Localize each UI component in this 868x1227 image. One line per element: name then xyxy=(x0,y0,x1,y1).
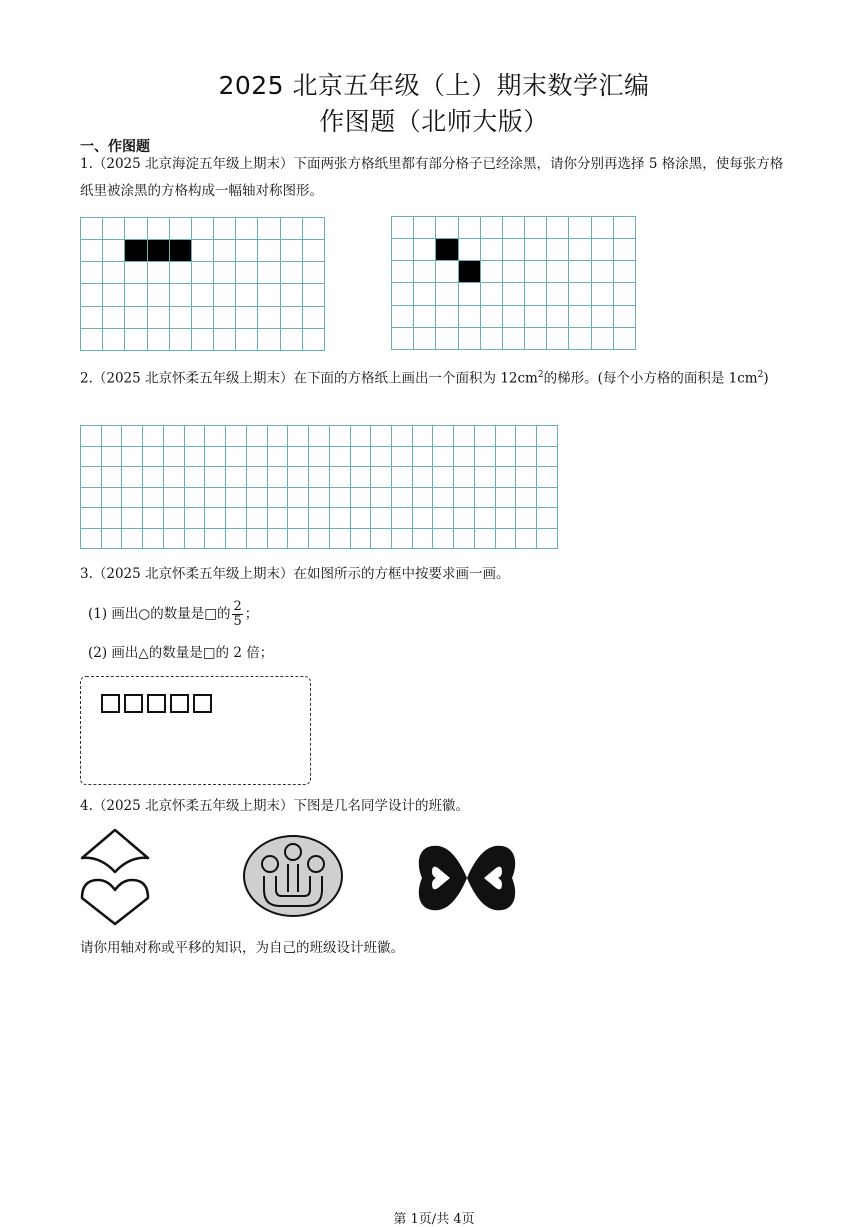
grid-cell[interactable] xyxy=(236,284,258,306)
grid-cell[interactable] xyxy=(569,261,591,283)
grid-cell[interactable] xyxy=(547,239,569,261)
section-heading: 一、作图题 xyxy=(80,139,150,155)
grid-cell[interactable] xyxy=(258,328,280,350)
question-2-grid xyxy=(80,425,558,549)
grid-cell[interactable] xyxy=(191,306,213,328)
grid-cell[interactable] xyxy=(458,239,480,261)
question-3-part-1: (1) 画出○的数量是□的 $\frac{2}{5}$ ； xyxy=(88,599,259,629)
grid-cell[interactable] xyxy=(288,487,309,508)
page-footer: 第 1页/共 4页 xyxy=(393,1212,475,1227)
grid-cell[interactable] xyxy=(547,261,569,283)
grid-cell[interactable] xyxy=(537,446,558,467)
grid-cell[interactable] xyxy=(371,528,392,549)
grid-cell[interactable] xyxy=(516,446,537,467)
grid-cell[interactable] xyxy=(329,426,350,447)
grid-cell[interactable] xyxy=(81,328,103,350)
grid-cell[interactable] xyxy=(436,261,458,283)
grid-cell[interactable] xyxy=(525,283,547,305)
grid-cell[interactable] xyxy=(288,446,309,467)
grid-cell[interactable] xyxy=(226,446,247,467)
grid-cell[interactable] xyxy=(458,305,480,327)
grid-cell[interactable] xyxy=(613,327,635,349)
grid-cell[interactable] xyxy=(392,446,413,467)
grid-cell[interactable] xyxy=(412,426,433,447)
fraction: $\frac{2}{5}$ xyxy=(233,599,242,629)
drawing-box[interactable] xyxy=(80,676,311,785)
grid-cell[interactable] xyxy=(125,328,147,350)
grid-cell[interactable] xyxy=(329,446,350,467)
grid-cell[interactable] xyxy=(302,240,324,262)
question-1-grid-b xyxy=(391,216,636,350)
grid-cell[interactable] xyxy=(392,327,414,349)
grid-cell[interactable] xyxy=(122,508,143,529)
grid-cell[interactable] xyxy=(122,446,143,467)
grid-cell[interactable] xyxy=(547,217,569,239)
grid-cell[interactable] xyxy=(392,467,413,488)
grid-cell[interactable] xyxy=(454,508,475,529)
grid-cell[interactable] xyxy=(302,328,324,350)
grid-cell[interactable] xyxy=(236,262,258,284)
grid-cell[interactable] xyxy=(103,218,125,240)
grid-cell[interactable] xyxy=(412,528,433,549)
grid-cell[interactable] xyxy=(246,528,267,549)
grid-cell[interactable] xyxy=(81,426,102,447)
grid-cell[interactable] xyxy=(613,283,635,305)
grid-cell[interactable] xyxy=(412,487,433,508)
grid-cell[interactable] xyxy=(350,426,371,447)
grid-cell[interactable] xyxy=(329,467,350,488)
grid-cell[interactable] xyxy=(516,467,537,488)
grid-cell[interactable] xyxy=(569,239,591,261)
grid-cell[interactable] xyxy=(350,446,371,467)
grid-cell[interactable] xyxy=(267,426,288,447)
question-4-text: 4.（2025 北京怀柔五年级上期末）下图是几名同学设计的班徽。 xyxy=(80,798,470,814)
grid-cell[interactable] xyxy=(525,327,547,349)
grid-cell[interactable] xyxy=(525,217,547,239)
grid-cell[interactable] xyxy=(547,305,569,327)
grid-cell[interactable] xyxy=(350,508,371,529)
grid-cell[interactable] xyxy=(236,306,258,328)
grid-cell[interactable] xyxy=(516,487,537,508)
grid-cell[interactable] xyxy=(125,262,147,284)
grid-cell[interactable] xyxy=(392,239,414,261)
question-1-grid-a xyxy=(80,217,325,351)
grid-cell[interactable] xyxy=(547,327,569,349)
grid-cell[interactable] xyxy=(163,426,184,447)
grid-cell[interactable] xyxy=(502,217,524,239)
oval-badge-icon xyxy=(242,834,344,918)
grid-cell[interactable] xyxy=(436,305,458,327)
grid-cell[interactable] xyxy=(495,508,516,529)
grid-cell[interactable] xyxy=(591,305,613,327)
grid-cell[interactable] xyxy=(371,467,392,488)
grid-cell[interactable] xyxy=(288,467,309,488)
grid-cell[interactable] xyxy=(205,446,226,467)
grid-cell[interactable] xyxy=(214,306,236,328)
grid-cell[interactable] xyxy=(569,327,591,349)
grid-cell[interactable] xyxy=(537,467,558,488)
grid-cell[interactable] xyxy=(103,262,125,284)
grid-cell[interactable] xyxy=(480,217,502,239)
grid-cell[interactable] xyxy=(502,261,524,283)
grid-cell[interactable] xyxy=(433,487,454,508)
grid-cell[interactable] xyxy=(147,284,169,306)
grid-cell[interactable] xyxy=(371,487,392,508)
grid-cell[interactable] xyxy=(267,508,288,529)
grid-cell[interactable] xyxy=(143,446,164,467)
grid-cell[interactable] xyxy=(143,528,164,549)
grid-cell[interactable] xyxy=(412,508,433,529)
grid-cell[interactable] xyxy=(537,426,558,447)
grid-cell[interactable] xyxy=(495,528,516,549)
grid-cell[interactable] xyxy=(103,328,125,350)
grid-cell[interactable] xyxy=(125,218,147,240)
grid-cell[interactable] xyxy=(502,327,524,349)
grid-cell[interactable] xyxy=(502,305,524,327)
grid-cell[interactable] xyxy=(101,508,122,529)
grid-cell[interactable] xyxy=(267,446,288,467)
grid-cell[interactable] xyxy=(147,262,169,284)
grid-cell[interactable] xyxy=(267,528,288,549)
grid-cell[interactable] xyxy=(392,487,413,508)
grid-cell[interactable] xyxy=(147,218,169,240)
grid-cell[interactable] xyxy=(392,508,413,529)
question-3-part-2: (2) 画出△的数量是□的 2 倍； xyxy=(88,645,274,661)
grid-cell[interactable] xyxy=(214,240,236,262)
grid-cell[interactable] xyxy=(414,217,436,239)
grid-cell[interactable] xyxy=(169,218,191,240)
grid-cell[interactable] xyxy=(329,528,350,549)
grid-cell[interactable] xyxy=(184,426,205,447)
square-icon xyxy=(124,694,143,713)
grid-cell[interactable] xyxy=(454,467,475,488)
grid-cell[interactable] xyxy=(184,467,205,488)
grid-cell[interactable] xyxy=(433,426,454,447)
square-icon xyxy=(147,694,166,713)
grid-cell[interactable] xyxy=(184,508,205,529)
grid-cell[interactable] xyxy=(143,487,164,508)
grid-cell[interactable] xyxy=(81,528,102,549)
grid-cell[interactable] xyxy=(147,306,169,328)
square-icon xyxy=(170,694,189,713)
grid-cell[interactable] xyxy=(302,284,324,306)
grid-cell[interactable] xyxy=(226,508,247,529)
grid-cell[interactable] xyxy=(246,446,267,467)
grid-cell[interactable] xyxy=(433,508,454,529)
grid-cell[interactable] xyxy=(81,508,102,529)
grid-cell[interactable] xyxy=(246,426,267,447)
grid-cell[interactable] xyxy=(613,217,635,239)
grid-cell[interactable] xyxy=(267,467,288,488)
grid-cell[interactable] xyxy=(412,446,433,467)
grid-cell[interactable] xyxy=(101,467,122,488)
grid-cell[interactable] xyxy=(143,426,164,447)
grid-cell[interactable] xyxy=(191,240,213,262)
grid-cell[interactable] xyxy=(103,240,125,262)
butterfly-badge-icon xyxy=(416,842,518,914)
grid-cell[interactable] xyxy=(350,487,371,508)
grid-cell[interactable] xyxy=(480,261,502,283)
grid-cell[interactable] xyxy=(458,283,480,305)
grid-cell[interactable] xyxy=(125,240,147,262)
grid-cell[interactable] xyxy=(309,487,330,508)
grid-cell[interactable] xyxy=(392,305,414,327)
grid-cell[interactable] xyxy=(191,328,213,350)
grid-cell[interactable] xyxy=(103,284,125,306)
grid-cell[interactable] xyxy=(480,327,502,349)
grid-cell[interactable] xyxy=(454,446,475,467)
grid-cell[interactable] xyxy=(329,487,350,508)
square-icon xyxy=(193,694,212,713)
grid-cell[interactable] xyxy=(569,283,591,305)
grid-cell[interactable] xyxy=(288,528,309,549)
grid-cell[interactable] xyxy=(436,239,458,261)
grid-cell[interactable] xyxy=(280,218,302,240)
grid-cell[interactable] xyxy=(392,283,414,305)
grid-cell[interactable] xyxy=(613,305,635,327)
grid-cell[interactable] xyxy=(101,528,122,549)
grid-cell[interactable] xyxy=(302,306,324,328)
grid-cell[interactable] xyxy=(184,528,205,549)
grid-cell[interactable] xyxy=(302,262,324,284)
grid-cell[interactable] xyxy=(163,487,184,508)
grid-cell[interactable] xyxy=(288,508,309,529)
grid-cell[interactable] xyxy=(236,240,258,262)
grid-cell[interactable] xyxy=(226,487,247,508)
grid-cell[interactable] xyxy=(329,508,350,529)
grid-cell[interactable] xyxy=(516,426,537,447)
question-3-text: 3.（2025 北京怀柔五年级上期末）在如图所示的方框中按要求画一画。 xyxy=(80,566,510,582)
grid-cell[interactable] xyxy=(288,426,309,447)
grid-cell[interactable] xyxy=(302,218,324,240)
grid-cell[interactable] xyxy=(433,528,454,549)
grid-cell[interactable] xyxy=(81,306,103,328)
grid-cell[interactable] xyxy=(101,446,122,467)
page-title: 2025 北京五年级（上）期末数学汇编 xyxy=(218,71,650,100)
grid-cell[interactable] xyxy=(143,508,164,529)
grid-cell[interactable] xyxy=(591,261,613,283)
grid-cell[interactable] xyxy=(480,305,502,327)
grid-cell[interactable] xyxy=(163,508,184,529)
grid-cell[interactable] xyxy=(122,487,143,508)
grid-cell[interactable] xyxy=(169,306,191,328)
grid-cell[interactable] xyxy=(591,239,613,261)
grid-cell[interactable] xyxy=(474,446,495,467)
grid-cell[interactable] xyxy=(205,508,226,529)
grid-cell[interactable] xyxy=(412,467,433,488)
grid-cell[interactable] xyxy=(474,528,495,549)
grid-cell[interactable] xyxy=(122,528,143,549)
grid-cell[interactable] xyxy=(267,487,288,508)
grid-cell[interactable] xyxy=(309,467,330,488)
grid-cell[interactable] xyxy=(516,528,537,549)
grid-cell[interactable] xyxy=(169,328,191,350)
grid-cell[interactable] xyxy=(81,467,102,488)
grid-cell[interactable] xyxy=(474,467,495,488)
grid-cell[interactable] xyxy=(226,467,247,488)
page-subtitle: 作图题（北师大版） xyxy=(319,107,549,136)
grid-cell[interactable] xyxy=(101,487,122,508)
grid-cell[interactable] xyxy=(436,327,458,349)
grid-cell[interactable] xyxy=(163,528,184,549)
grid-cell[interactable] xyxy=(480,283,502,305)
grid-cell[interactable] xyxy=(214,328,236,350)
grid-cell[interactable] xyxy=(436,217,458,239)
grid-cell[interactable] xyxy=(371,508,392,529)
grid-cell[interactable] xyxy=(214,262,236,284)
grid-cell[interactable] xyxy=(547,283,569,305)
grid-cell[interactable] xyxy=(81,218,103,240)
grid-cell[interactable] xyxy=(392,217,414,239)
grid-cell[interactable] xyxy=(392,261,414,283)
question-4-prompt: 请你用轴对称或平移的知识，为自己的班级设计班徽。 xyxy=(80,940,404,956)
grid-cell[interactable] xyxy=(516,508,537,529)
grid-cell[interactable] xyxy=(569,305,591,327)
grid-cell[interactable] xyxy=(458,327,480,349)
grid-cell[interactable] xyxy=(81,284,103,306)
grid-cell[interactable] xyxy=(537,508,558,529)
grid-cell[interactable] xyxy=(143,467,164,488)
grid-cell[interactable] xyxy=(246,487,267,508)
grid-cell[interactable] xyxy=(525,239,547,261)
grid-cell[interactable] xyxy=(474,508,495,529)
grid-cell[interactable] xyxy=(258,218,280,240)
grid-cell[interactable] xyxy=(350,467,371,488)
grid-cell[interactable] xyxy=(163,467,184,488)
grid-cell[interactable] xyxy=(81,446,102,467)
grid-cell[interactable] xyxy=(458,261,480,283)
grid-cell[interactable] xyxy=(103,306,125,328)
grid-cell[interactable] xyxy=(280,306,302,328)
grid-cell[interactable] xyxy=(280,262,302,284)
grid-cell[interactable] xyxy=(169,284,191,306)
grid-cell[interactable] xyxy=(454,426,475,447)
grid-cell[interactable] xyxy=(525,261,547,283)
grid-cell[interactable] xyxy=(184,446,205,467)
grid-cell[interactable] xyxy=(591,283,613,305)
grid-cell[interactable] xyxy=(309,508,330,529)
grid-cell[interactable] xyxy=(454,487,475,508)
grid-cell[interactable] xyxy=(236,328,258,350)
grid-cell[interactable] xyxy=(258,262,280,284)
square-row xyxy=(101,694,216,717)
grid-cell[interactable] xyxy=(495,487,516,508)
grid-cell[interactable] xyxy=(214,284,236,306)
grid-cell[interactable] xyxy=(81,487,102,508)
grid-cell[interactable] xyxy=(169,240,191,262)
grid-cell[interactable] xyxy=(525,305,547,327)
grid-cell[interactable] xyxy=(433,446,454,467)
grid-cell[interactable] xyxy=(309,426,330,447)
grid-cell[interactable] xyxy=(392,528,413,549)
grid-cell[interactable] xyxy=(184,487,205,508)
grid-cell[interactable] xyxy=(458,217,480,239)
grid-cell[interactable] xyxy=(125,306,147,328)
grid-cell[interactable] xyxy=(613,261,635,283)
grid-cell[interactable] xyxy=(280,328,302,350)
grid-cell[interactable] xyxy=(205,467,226,488)
grid-cell[interactable] xyxy=(309,446,330,467)
square-icon xyxy=(101,694,120,713)
grid-cell[interactable] xyxy=(371,446,392,467)
grid-cell[interactable] xyxy=(569,217,591,239)
grid-cell[interactable] xyxy=(191,262,213,284)
grid-cell[interactable] xyxy=(214,218,236,240)
grid-cell[interactable] xyxy=(591,327,613,349)
grid-cell[interactable] xyxy=(191,218,213,240)
grid-cell[interactable] xyxy=(169,262,191,284)
heart-badge-icon xyxy=(78,828,152,928)
grid-cell[interactable] xyxy=(414,239,436,261)
grid-cell[interactable] xyxy=(537,487,558,508)
grid-cell[interactable] xyxy=(350,528,371,549)
grid-cell[interactable] xyxy=(205,487,226,508)
question-2-text: 2.（2025 北京怀柔五年级上期末）在下面的方格纸上画出一个面积为 $12cm^2$的梯形。(每个小方格的面积是 $1cm^2$) xyxy=(80,370,769,387)
grid-cell[interactable] xyxy=(246,508,267,529)
grid-cell[interactable] xyxy=(309,528,330,549)
grid-cell[interactable] xyxy=(454,528,475,549)
grid-cell[interactable] xyxy=(474,487,495,508)
grid-cell[interactable] xyxy=(258,284,280,306)
grid-cell[interactable] xyxy=(480,239,502,261)
grid-cell[interactable] xyxy=(495,446,516,467)
grid-cell[interactable] xyxy=(236,218,258,240)
grid-cell[interactable] xyxy=(502,283,524,305)
grid-cell[interactable] xyxy=(414,261,436,283)
grid-cell[interactable] xyxy=(205,426,226,447)
grid-cell[interactable] xyxy=(125,284,147,306)
grid-cell[interactable] xyxy=(392,426,413,447)
grid-cell[interactable] xyxy=(226,528,247,549)
grid-cell[interactable] xyxy=(280,284,302,306)
grid-cell[interactable] xyxy=(280,240,302,262)
grid-cell[interactable] xyxy=(436,283,458,305)
grid-cell[interactable] xyxy=(226,426,247,447)
grid-cell[interactable] xyxy=(495,467,516,488)
grid-cell[interactable] xyxy=(502,239,524,261)
grid-cell[interactable] xyxy=(81,262,103,284)
grid-cell[interactable] xyxy=(371,426,392,447)
grid-cell[interactable] xyxy=(414,327,436,349)
grid-cell[interactable] xyxy=(591,217,613,239)
grid-cell[interactable] xyxy=(205,528,226,549)
grid-cell[interactable] xyxy=(414,283,436,305)
grid-cell[interactable] xyxy=(101,426,122,447)
grid-cell[interactable] xyxy=(613,239,635,261)
grid-cell[interactable] xyxy=(147,240,169,262)
grid-cell[interactable] xyxy=(122,467,143,488)
grid-cell[interactable] xyxy=(474,426,495,447)
grid-cell[interactable] xyxy=(122,426,143,447)
grid-cell[interactable] xyxy=(191,284,213,306)
grid-cell[interactable] xyxy=(258,240,280,262)
grid-cell[interactable] xyxy=(414,305,436,327)
grid-cell[interactable] xyxy=(163,446,184,467)
question-1-text: 1.（2025 北京海淀五年级上期末）下面两张方格纸里都有部分格子已经涂黑，请你分别再选择 5 格涂黑，使每张方格纸里被涂黑的方格构成一幅轴对称图形。 xyxy=(80,156,784,199)
grid-cell[interactable] xyxy=(495,426,516,447)
grid-cell[interactable] xyxy=(433,467,454,488)
grid-cell[interactable] xyxy=(81,240,103,262)
grid-cell[interactable] xyxy=(537,528,558,549)
grid-cell[interactable] xyxy=(258,306,280,328)
grid-cell[interactable] xyxy=(147,328,169,350)
grid-cell[interactable] xyxy=(246,467,267,488)
